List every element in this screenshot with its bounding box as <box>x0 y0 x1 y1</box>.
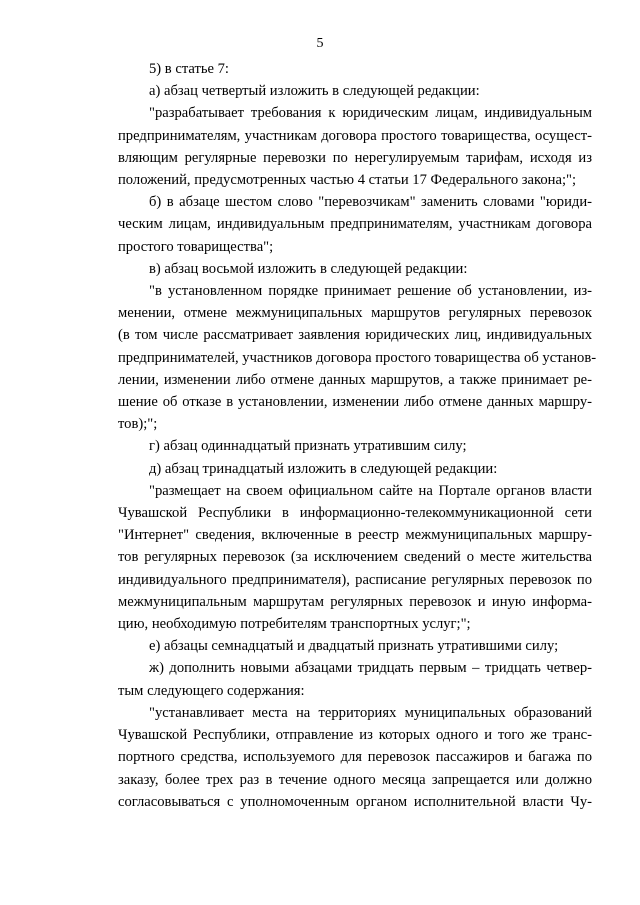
text-line: "в установленном порядке принимает решение об установлении, из- <box>149 283 592 300</box>
text-line: межмуниципальным маршрутам регулярных перевозок и иную информа- <box>118 593 592 610</box>
text-line: 5) в статье 7: <box>149 61 229 77</box>
text-line: вляющим регулярные перевозки по нерегулируемым тарифам, исходя из <box>118 149 592 166</box>
text-line: "размещает на своем официальном сайте на Портале органов власти <box>149 482 592 499</box>
text-line: согласовываться с уполномоченным органом исполнительной власти Чу- <box>118 793 592 810</box>
text-line: б) в абзаце шестом слово "перевозчикам" заменить словами "юриди- <box>149 194 592 211</box>
text-line: лении, изменении либо отмене данных маршрутов, а также принимает ре- <box>118 371 592 388</box>
text-line: (в том числе рассматривает заявления юридических лиц, индивидуальных <box>118 327 592 344</box>
text-line: в) абзац восьмой изложить в следующей редакции: <box>149 260 468 277</box>
text-line: индивидуального предпринимателя), расписание регулярных перевозок по <box>118 571 592 588</box>
text-line: "Интернет" сведения, включенные в реестр межмуниципальных маршру- <box>118 527 592 544</box>
text-line: ж) дополнить новыми абзацами тридцать первым – тридцать четвер- <box>149 660 592 677</box>
text-line: "разрабатывает требования к юридическим лицам, индивидуальным <box>149 105 592 122</box>
text-line: ческим лицам, индивидуальным предпринимателям, участникам договора <box>118 216 592 233</box>
text-line: положений, предусмотренных частью 4 статьи 17 Федерального закона;"; <box>118 172 577 189</box>
text-line: менении, отмене межмуниципальных маршрутов регулярных перевозок <box>118 305 592 322</box>
text-line: тым следующего содержания: <box>118 682 305 699</box>
document-body <box>118 58 597 813</box>
text-line: г) абзац одиннадцатый признать утратившим силу; <box>149 438 467 455</box>
text-line: а) абзац четвертый изложить в следующей редакции: <box>149 83 480 100</box>
page-number: 5 <box>316 36 324 51</box>
text-line: тов);"; <box>118 416 158 433</box>
text-line: портного средства, используемого для перевозок пассажиров и багажа по <box>118 749 592 766</box>
text-line: д) абзац тринадцатый изложить в следующей редакции: <box>149 460 498 477</box>
text-line: Чувашской Республики, отправление из которых одного и того же транс- <box>118 727 592 744</box>
text-line: тов регулярных перевозок (за исключением сведений о месте жительства <box>118 549 592 566</box>
text-line: е) абзацы семнадцатый и двадцатый признать утратившими силу; <box>149 638 559 655</box>
text-line: предпринимателям, участникам договора простого товарищества, осущест- <box>118 127 592 144</box>
text-line: простого товарищества"; <box>118 238 274 255</box>
text-line: шение об отказе в установлении, изменении либо отмене данных маршру- <box>118 394 592 411</box>
text-line: цию, необходимую потребителям транспортных услуг;"; <box>118 616 471 633</box>
text-line: Чувашской Республики в информационно-телекоммуникационной сети <box>118 505 592 522</box>
text-line: предпринимателей, участников договора простого товарищества об установ- <box>118 349 597 366</box>
text-line: заказу, более трех раз в течение одного месяца запрещается или должно <box>118 771 592 788</box>
text-line: "устанавливает места на территориях муниципальных образований <box>149 704 592 721</box>
